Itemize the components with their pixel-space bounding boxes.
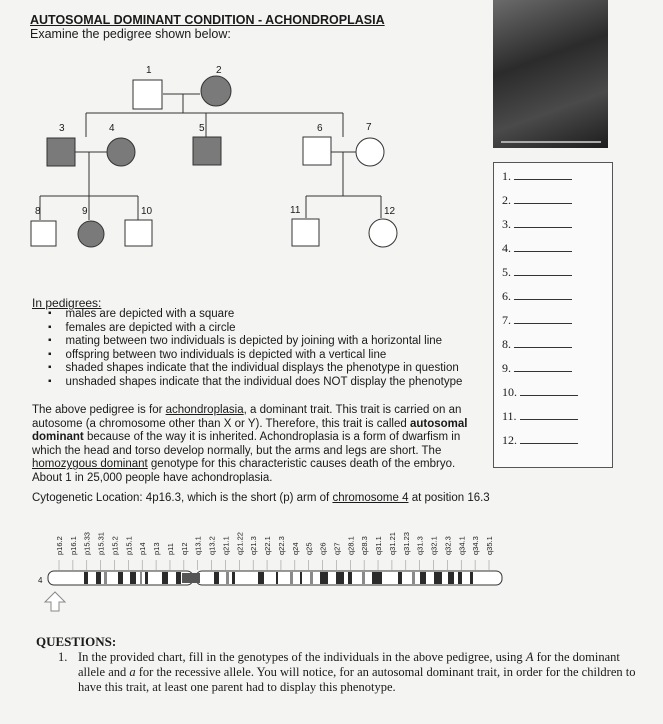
band-label: q31.23: [401, 532, 411, 555]
answer-row[interactable]: 6.: [502, 289, 572, 304]
dark-band: [145, 572, 148, 584]
dark-band: [434, 572, 442, 584]
band-label: q31.3: [415, 536, 425, 555]
dark-band: [320, 572, 328, 584]
band-label: q24: [290, 542, 300, 555]
band-label: p15.31: [96, 532, 106, 555]
band-label: q28.3: [360, 536, 370, 555]
band-label: p16.2: [55, 536, 64, 555]
answer-row[interactable]: 9.: [502, 361, 572, 376]
band-label: p15.2: [110, 536, 120, 555]
description-paragraph: The above pedigree is for achondroplasia, a dominant trait. This trait is carried on an autosome (a chromosome other than X or Y). Therefore, this trait is called autosomal dominant because of the way it is inherited. Achondroplasia is a form of dwarfism in which the head and torso develop normally, but the arms and legs are short. The homozygous dominant genotype for this characteristic causes death of the embryo. About 1 in 25,000 people have achondroplasia.: [32, 404, 468, 484]
band-label: q13.2: [207, 536, 217, 555]
band-label: p16.1: [68, 536, 78, 555]
band-label: q34.1: [457, 536, 467, 555]
centromere: [182, 573, 200, 583]
answer-row[interactable]: 1.: [502, 169, 572, 184]
band-ticks: [59, 560, 489, 570]
dark-band: [398, 572, 402, 584]
grey-band: [310, 572, 313, 584]
dark-band: [420, 572, 426, 584]
page-subtitle: Examine the pedigree shown below:: [30, 27, 231, 41]
dark-band: [300, 572, 302, 584]
band-label: q35.1: [485, 536, 494, 555]
band-label: q26: [318, 542, 328, 555]
label-7: 7: [366, 122, 372, 133]
dark-band: [458, 572, 462, 584]
grey-band: [362, 572, 365, 584]
band-label: q12: [179, 542, 189, 555]
band-label: q32.3: [443, 536, 453, 555]
label-5: 5: [199, 123, 205, 134]
dark-band: [214, 572, 219, 584]
dark-band: [162, 572, 168, 584]
dark-band: [470, 572, 473, 584]
band-label: q21.1: [221, 536, 231, 555]
band-label: q21.22: [235, 532, 245, 555]
dark-band: [130, 572, 136, 584]
band-label: q27: [332, 542, 342, 555]
band-label: q32.1: [429, 536, 439, 555]
label-12: 12: [384, 206, 396, 217]
band-label: q31.1: [374, 536, 384, 555]
band-label: q28.1: [346, 536, 356, 555]
legend-item: ▪ males are depicted with a square: [48, 308, 462, 322]
band-label: p15.33: [82, 532, 92, 555]
answer-row[interactable]: 10.: [502, 385, 578, 400]
band-label: q13.1: [193, 536, 203, 555]
dark-band: [276, 572, 278, 584]
legend-item: ▪ shaded shapes indicate that the individual displays the phenotype in question: [48, 362, 462, 376]
label-2: 2: [216, 65, 222, 76]
grey-band: [290, 572, 293, 584]
dark-band: [348, 572, 352, 584]
chromosome-4-link[interactable]: chromosome 4: [332, 492, 409, 504]
achondroplasia-link[interactable]: achondroplasia: [165, 404, 244, 416]
legend-heading: In pedigrees:: [32, 296, 102, 310]
answer-row[interactable]: 5.: [502, 265, 572, 280]
band-labels: [55, 532, 494, 555]
dark-band: [176, 572, 181, 584]
band-label: q22.1: [263, 536, 273, 555]
label-8: 8: [35, 206, 41, 217]
autosomal-dominant-term: autosomal dominant: [32, 417, 468, 444]
band-label: q34.3: [471, 536, 481, 555]
band-label: q21.3: [249, 536, 259, 555]
answer-row[interactable]: 8.: [502, 337, 572, 352]
legend-item: ▪ mating between two individuals is depicted by joining with a horizontal line: [48, 335, 462, 349]
cytogenetic-location: Cytogenetic Location: 4p16.3, which is the short (p) arm of chromosome 4 at position 16.3: [32, 492, 490, 504]
chromosome-number: 4: [38, 576, 43, 585]
band-label: q31.21: [387, 532, 397, 555]
legend-item: ▪ offspring between two individuals is depicted with a vertical line: [48, 349, 462, 363]
band-label: p13: [152, 542, 162, 555]
answer-row[interactable]: 12.: [502, 433, 578, 448]
label-11: 11: [290, 205, 301, 216]
dark-band: [232, 572, 235, 584]
band-label: p14: [138, 542, 148, 555]
dominant-allele: A: [525, 650, 534, 664]
chromosome-body: [48, 571, 502, 585]
label-10: 10: [141, 206, 153, 217]
grey-band: [226, 572, 229, 584]
dark-band: [84, 572, 88, 584]
label-9: 9: [82, 206, 88, 217]
dark-band: [448, 572, 454, 584]
page-title: AUTOSOMAL DOMINANT CONDITION - ACHONDROPLASIA: [30, 13, 385, 27]
grey-band: [412, 572, 415, 584]
answer-row[interactable]: 11.: [502, 409, 578, 424]
grey-band: [140, 572, 142, 584]
legend-item: ▪ unshaded shapes indicate that the individual does NOT display the phenotype: [48, 376, 462, 390]
dark-band: [258, 572, 264, 584]
band-label: p11: [165, 543, 175, 555]
band-label: q25: [304, 542, 314, 555]
label-3: 3: [59, 123, 65, 134]
questions-heading: QUESTIONS:: [36, 634, 117, 649]
answer-row[interactable]: 7.: [502, 313, 572, 328]
band-label: q22.3: [276, 536, 286, 555]
label-4: 4: [109, 123, 115, 134]
label-6: 6: [317, 123, 323, 134]
dark-band: [336, 572, 344, 584]
question-1: 1. In the provided chart, fill in the genotypes of the individuals in the above pedigree, using A for the dominant allele and a for the recessive allele. You will notice, for an autosomal dominant trait, in order for the children to have this trait, at least one parent had to display this phenotype.: [58, 650, 636, 694]
recessive-allele: a: [129, 665, 136, 679]
homozygous-dominant-term: homozygous dominant: [32, 458, 148, 471]
location-arrow-icon: [45, 592, 65, 611]
dark-band: [96, 572, 101, 584]
question-number: 1.: [58, 650, 68, 664]
label-1: 1: [146, 65, 152, 76]
answer-row[interactable]: 2.: [502, 193, 572, 208]
grey-band: [104, 572, 107, 584]
band-label: p15.1: [124, 536, 134, 555]
dark-band: [372, 572, 382, 584]
answer-row[interactable]: 4.: [502, 241, 572, 256]
answer-row[interactable]: 3.: [502, 217, 572, 232]
dark-band: [118, 572, 123, 584]
legend-item: ▪ females are depicted with a circle: [48, 322, 462, 336]
